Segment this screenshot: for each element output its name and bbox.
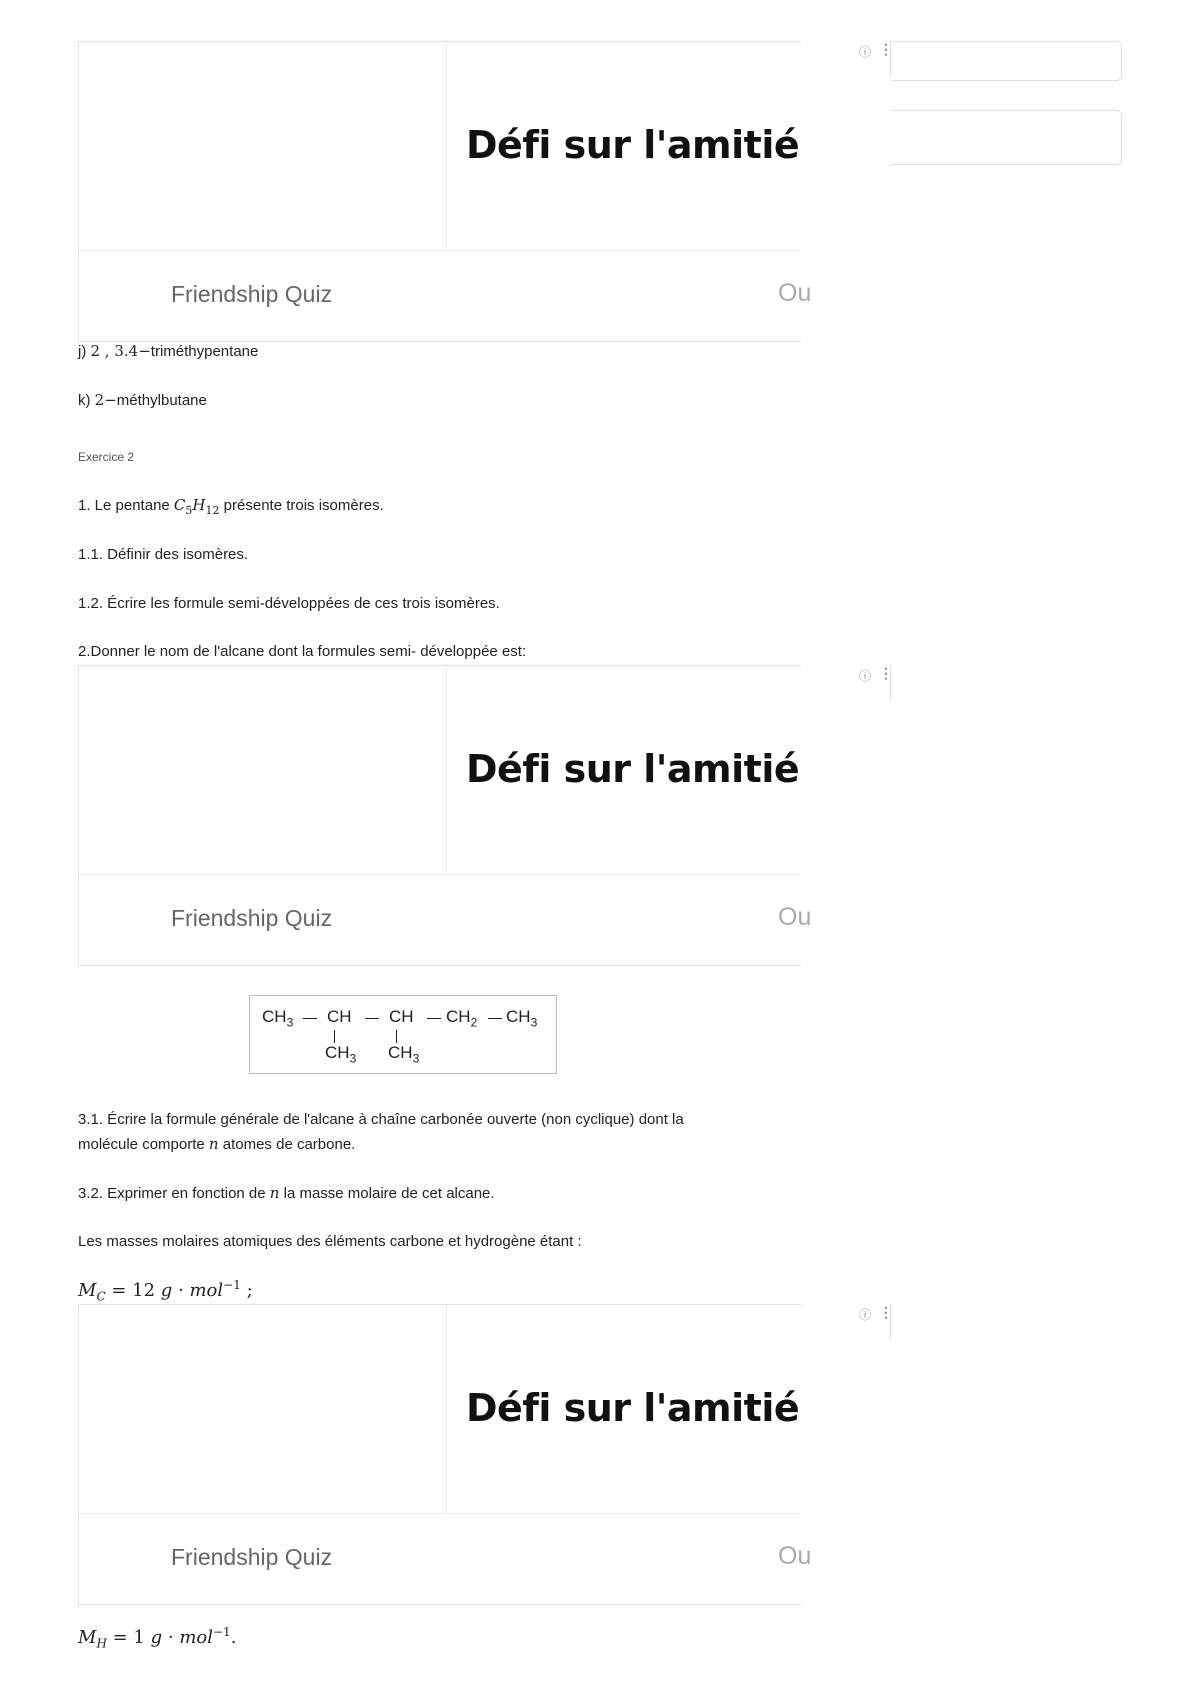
question-1-2: 1.2. Écrire les formule semi-développées de ces trois isomères. (78, 595, 500, 612)
ad-subtitle[interactable]: Friendship Quiz (171, 905, 333, 931)
ad-divider (446, 41, 447, 250)
ad-divider (78, 874, 800, 875)
more-options-icon[interactable]: ⋮ (879, 665, 893, 681)
item-j (78, 342, 258, 360)
molar-masses-intro: Les masses molaires atomiques des éléments carbone et hydrogène étant : (78, 1233, 582, 1250)
ad-subtitle[interactable]: Friendship Quiz (171, 1544, 333, 1570)
ad-banner-1[interactable] (78, 41, 892, 341)
ad-cut-text[interactable]: Ou (778, 903, 812, 931)
ad-divider (78, 1513, 800, 1514)
branch-ch3: $CH_3$ (388, 1043, 420, 1066)
minus-sign: − (104, 391, 117, 409)
structural-formula (249, 995, 557, 1074)
molar-mass-carbon: $M_C = 12$ g · mol$^{-1}$ ; (78, 1278, 253, 1304)
group-ch3: $CH_3$ (506, 1007, 538, 1030)
ad-title[interactable]: Défi sur l'amitié (466, 1386, 800, 1430)
info-icon[interactable]: ⓘ (859, 45, 872, 59)
variable-n: n (208, 1135, 219, 1153)
ad-title[interactable]: Défi sur l'amitié (466, 747, 800, 791)
group-ch3: $CH_3$ (262, 1007, 294, 1030)
more-options-icon[interactable]: ⋮ (879, 1304, 893, 1320)
ad-cut-text[interactable]: Ou (778, 279, 812, 307)
ad-divider (78, 250, 800, 251)
bond (427, 1018, 441, 1019)
formula-subscript: 12 (205, 504, 220, 517)
question-3-1-line-1: 3.1. Écrire la formule générale de l'alcane à chaîne carbonée ouverte (non cyclique) dont la (78, 1111, 684, 1128)
item-j-prefix: j) (78, 343, 87, 360)
ad-divider (446, 665, 447, 874)
sidebar-box-second (891, 110, 1122, 165)
question-1-text-end: présente trois isomères. (219, 497, 384, 514)
formula-carbon: C (173, 496, 186, 514)
variable-n: n (269, 1184, 280, 1202)
item-j-number: 2 , 3.4 (90, 342, 139, 360)
group-ch2: $CH_2$ (446, 1007, 478, 1030)
minus-sign: − (138, 342, 151, 360)
group-ch: CH (389, 1007, 414, 1026)
bond (365, 1018, 379, 1019)
ad-cut-text[interactable]: Ou (778, 1542, 812, 1570)
more-options-icon[interactable]: ⋮ (879, 41, 893, 57)
question-1-1: 1.1. Définir des isomères. (78, 546, 249, 563)
question-3-2: 3.2. Exprimer en fonction de n la masse molaire de cet alcane. (78, 1184, 495, 1202)
ad-title[interactable]: Défi sur l'amitié (466, 123, 800, 167)
group-ch: CH (327, 1007, 352, 1026)
branch-ch3: $CH_3$ (325, 1043, 357, 1066)
item-k-number: 2 (94, 391, 105, 409)
bond (396, 1030, 397, 1043)
molar-mass-hydrogen: $M_H = 1$ g · mol$^{-1}$. (78, 1625, 237, 1651)
info-icon[interactable]: ⓘ (859, 1308, 872, 1322)
ad-divider (446, 1304, 447, 1513)
item-j-text: triméthypentane (150, 343, 259, 360)
question-3-1-line-2: molécule comporte n atomes de carbone. (78, 1135, 356, 1153)
exercise-heading: Exercice 2 (78, 450, 135, 464)
question-1 (78, 496, 384, 517)
bond (334, 1030, 335, 1043)
info-icon[interactable]: ⓘ (859, 669, 872, 683)
ad-subtitle[interactable]: Friendship Quiz (171, 281, 333, 307)
formula-subscript: 5 (185, 504, 193, 517)
bond (488, 1018, 502, 1019)
question-1-text: 1. Le pentane (78, 497, 174, 514)
bond (303, 1018, 317, 1019)
ad-banner-2[interactable] (78, 665, 892, 965)
item-k-prefix: k) (78, 392, 91, 409)
question-2: 2.Donner le nom de l'alcane dont la formules semi- développée est: (78, 643, 527, 660)
ad-banner-3[interactable] (78, 1304, 892, 1604)
formula-hydrogen: H (192, 496, 206, 514)
item-k (78, 391, 207, 409)
sidebar-box-top (891, 41, 1122, 81)
item-k-text: méthylbutane (116, 392, 207, 409)
